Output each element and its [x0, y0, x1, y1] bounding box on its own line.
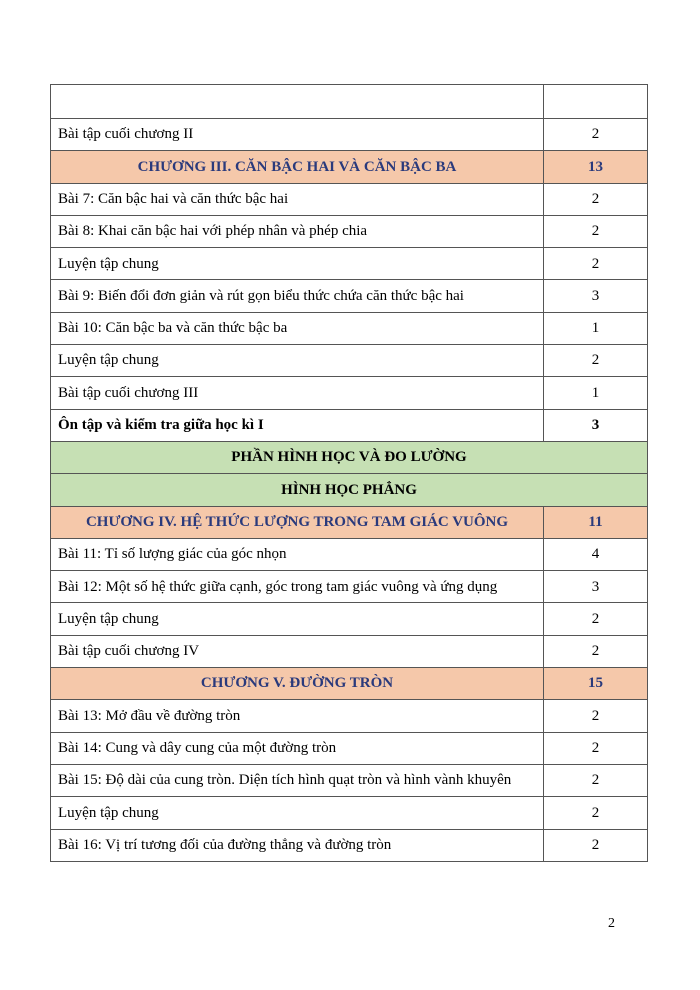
lesson-name: Bài 12: Một số hệ thức giữa cạnh, góc trong tam giác vuông và ứng dụng — [51, 571, 544, 603]
chapter-title: CHƯƠNG III. CĂN BẬC HAI VÀ CĂN BẬC BA — [51, 151, 544, 183]
review-row — [51, 409, 648, 441]
lesson-name: Luyện tập chung — [51, 603, 544, 635]
table-row — [51, 764, 648, 796]
lesson-name: Bài 7: Căn bậc hai và căn thức bậc hai — [51, 183, 544, 215]
lesson-periods: 2 — [544, 603, 648, 635]
chapter-row — [51, 668, 648, 700]
lesson-periods: 2 — [544, 635, 648, 667]
lesson-name: Bài tập cuối chương IV — [51, 635, 544, 667]
section-header-row — [51, 441, 648, 473]
table-row — [51, 248, 648, 280]
table-row — [51, 280, 648, 312]
table-row — [51, 700, 648, 732]
lesson-periods: 2 — [544, 119, 648, 151]
lesson-name: Bài tập cuối chương II — [51, 119, 544, 151]
table-row — [51, 345, 648, 377]
lesson-periods: 2 — [544, 732, 648, 764]
lesson-name: Bài tập cuối chương III — [51, 377, 544, 409]
lesson-name: Bài 11: Tỉ số lượng giác của góc nhọn — [51, 538, 544, 570]
lesson-name: Luyện tập chung — [51, 345, 544, 377]
table-row — [51, 571, 648, 603]
lesson-name: Bài 8: Khai căn bậc hai với phép nhân và phép chia — [51, 215, 544, 247]
lesson-periods: 2 — [544, 797, 648, 829]
lesson-periods: 2 — [544, 829, 648, 861]
lesson-name: Bài 13: Mở đầu về đường tròn — [51, 700, 544, 732]
lesson-name: Luyện tập chung — [51, 797, 544, 829]
table-row — [51, 797, 648, 829]
lesson-name — [51, 85, 544, 119]
chapter-row — [51, 506, 648, 538]
section-title: HÌNH HỌC PHẲNG — [51, 474, 648, 506]
lesson-periods: 2 — [544, 700, 648, 732]
lesson-plan-table — [50, 84, 648, 862]
lesson-periods — [544, 85, 648, 119]
lesson-periods: 2 — [544, 764, 648, 796]
lesson-periods: 1 — [544, 377, 648, 409]
table-row — [51, 119, 648, 151]
lesson-name: Ôn tập và kiểm tra giữa học kì I — [51, 409, 544, 441]
chapter-title: CHƯƠNG IV. HỆ THỨC LƯỢNG TRONG TAM GIÁC VUÔNG — [51, 506, 544, 538]
lesson-periods: 2 — [544, 345, 648, 377]
chapter-periods: 13 — [544, 151, 648, 183]
lesson-periods: 3 — [544, 280, 648, 312]
section-header-row — [51, 474, 648, 506]
chapter-periods: 15 — [544, 668, 648, 700]
lesson-name: Bài 15: Độ dài của cung tròn. Diện tích hình quạt tròn và hình vành khuyên — [51, 764, 544, 796]
table-row — [51, 603, 648, 635]
table-row — [51, 635, 648, 667]
lesson-periods: 3 — [544, 571, 648, 603]
section-title: PHẦN HÌNH HỌC VÀ ĐO LƯỜNG — [51, 441, 648, 473]
lesson-periods: 2 — [544, 215, 648, 247]
table-row — [51, 377, 648, 409]
table-row — [51, 732, 648, 764]
lesson-name: Luyện tập chung — [51, 248, 544, 280]
page-number: 2 — [608, 916, 615, 931]
lesson-periods: 2 — [544, 183, 648, 215]
chapter-periods: 11 — [544, 506, 648, 538]
table-row — [51, 538, 648, 570]
lesson-name: Bài 9: Biến đổi đơn giản và rút gọn biểu thức chứa căn thức bậc hai — [51, 280, 544, 312]
table-row — [51, 215, 648, 247]
lesson-name: Bài 14: Cung và dây cung của một đường tròn — [51, 732, 544, 764]
chapter-title: CHƯƠNG V. ĐƯỜNG TRÒN — [51, 668, 544, 700]
lesson-periods: 3 — [544, 409, 648, 441]
lesson-periods: 2 — [544, 248, 648, 280]
table-row — [51, 312, 648, 344]
lesson-name: Bài 10: Căn bậc ba và căn thức bậc ba — [51, 312, 544, 344]
lesson-periods: 4 — [544, 538, 648, 570]
lesson-name: Bài 16: Vị trí tương đối của đường thẳng và đường tròn — [51, 829, 544, 861]
table-row — [51, 829, 648, 861]
table-row — [51, 183, 648, 215]
lesson-periods: 1 — [544, 312, 648, 344]
table-row — [51, 85, 648, 119]
chapter-row — [51, 151, 648, 183]
